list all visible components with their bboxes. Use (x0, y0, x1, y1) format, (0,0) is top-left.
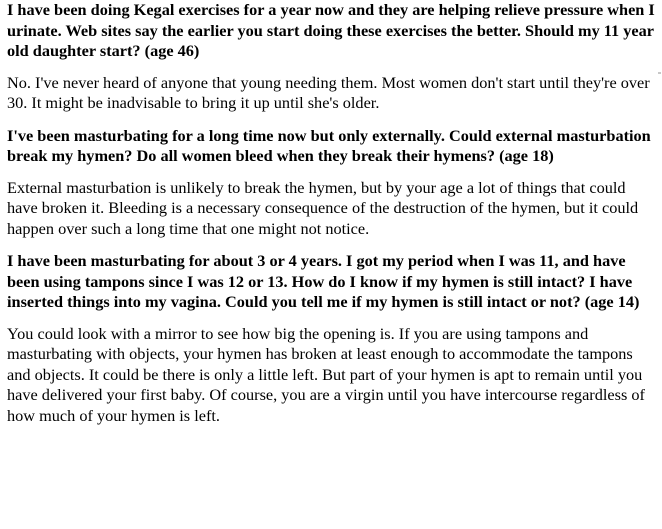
question-1: I have been doing Kegal exercises for a year now and they are helping relieve pressure when I urinate. Web sites say the earlier you start doing these exercises the better. Should my 11 year old daughter start? (age 46) (7, 0, 655, 60)
question-3: I have been masturbating for about 3 or 4 years. I got my period when I was 11, and have been using tampons since I was 12 or 13. How do I know if my hymen is still intact? I have inserted things into my vagina. Could you tell me if my hymen is still intact or not? (age 14) (7, 251, 640, 311)
answer-3: You could look with a mirror to see how big the opening is. If you are using tampons and masturbating with objects, your hymen has broken at least enough to accommodate the tampons and objects. It could be there is only a little left. But part of your hymen is apt to remain until you have delivered your first baby. Of course, you are a virgin until you have intercourse regardless of how much of your hymen is left. (7, 323, 645, 425)
qa-item-1 (7, 0, 657, 114)
answer-2: External masturbation is unlikely to break the hymen, but by your age a lot of things that could have broken it. Bleeding is a necessary consequence of the destruction of the hymen, but it could happen over such a long time that one might not notice. (7, 177, 639, 238)
qa-item-3 (7, 251, 657, 426)
edge-artifact (658, 72, 661, 74)
question-2: I've been masturbating for a long time now but only externally. Could external masturbation break my hymen? Do all women bleed when they break their hymens? (age 18) (7, 125, 651, 165)
qa-item-2 (7, 126, 657, 240)
answer-1: No. I've never heard of anyone that young needing them. Most women don't start until they're over 30. It might be inadvisable to bring it up until she's older. (7, 72, 650, 112)
